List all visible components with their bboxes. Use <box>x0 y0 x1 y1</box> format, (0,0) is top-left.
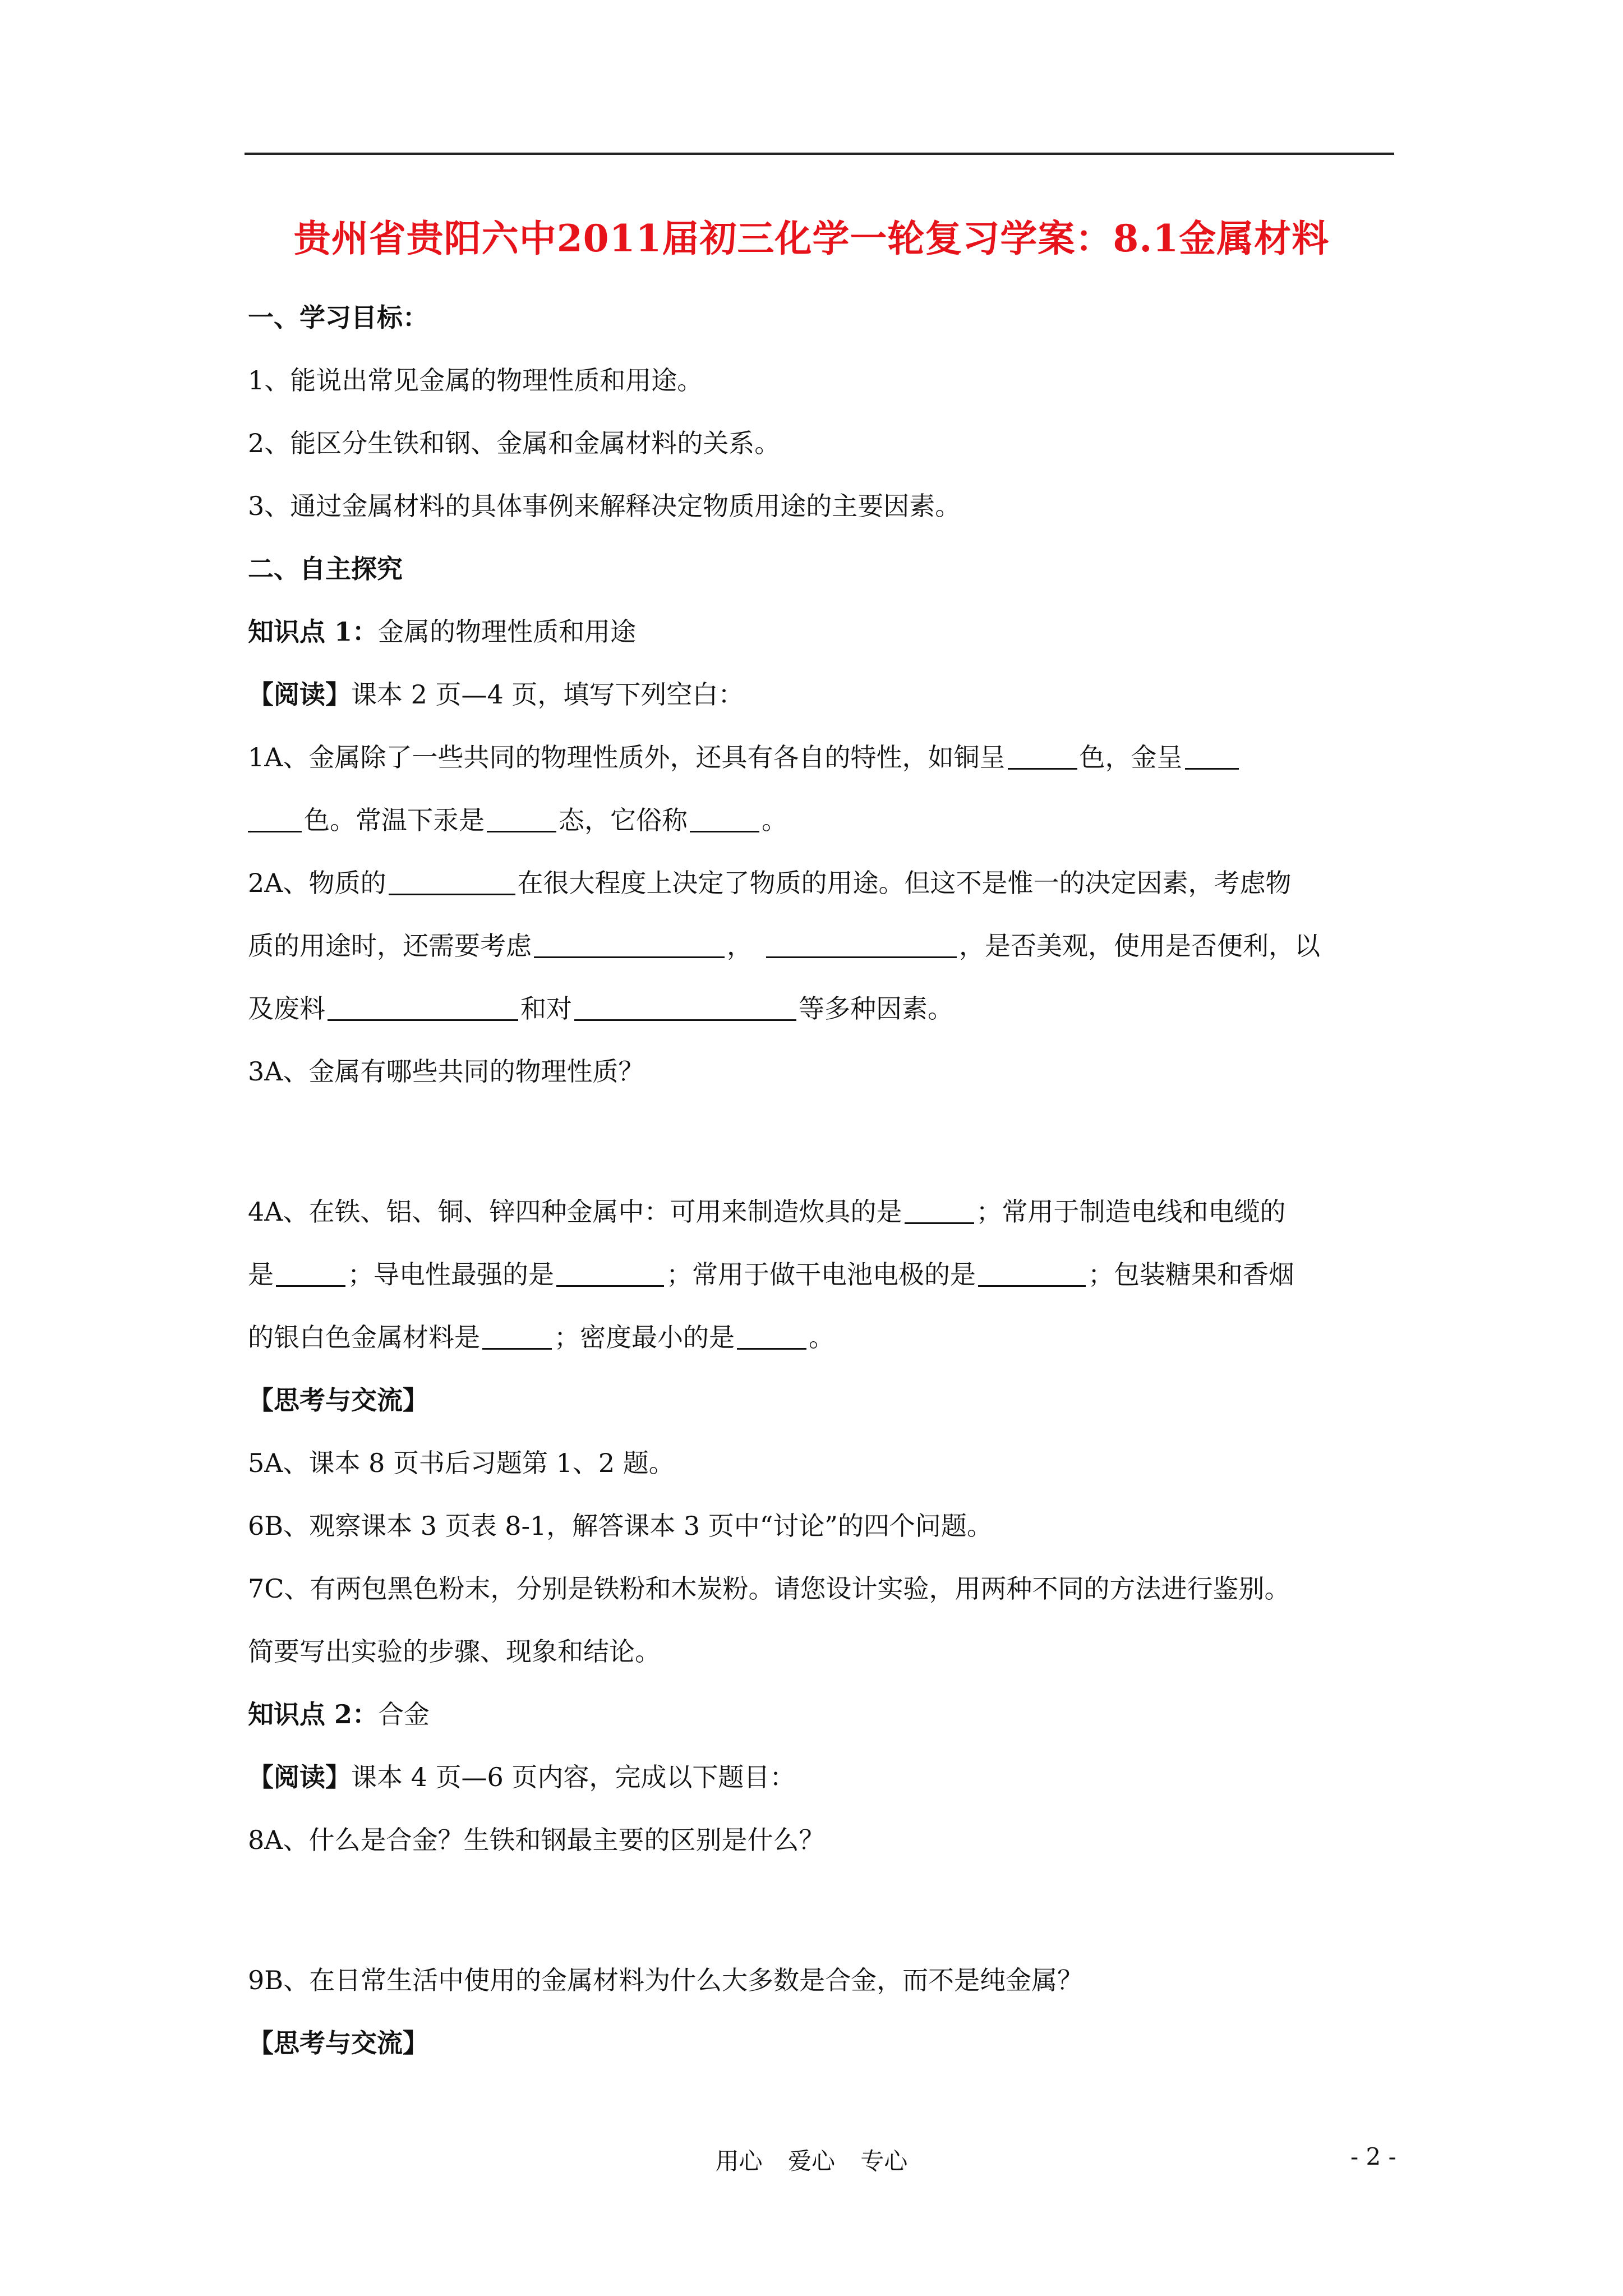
question-text: 在很大程度上决定了物质的用途。但这不是惟一的决定因素，考虑物 <box>517 868 1292 898</box>
reading-text: 课本 2 页—4 页，填写下列空白： <box>351 679 744 710</box>
knowledge-point-text: 金属的物理性质和用途 <box>378 616 637 647</box>
question-text: 是 <box>248 1259 274 1290</box>
header-rule <box>245 153 1394 155</box>
question-2a-line2 <box>248 929 1320 963</box>
question-4a-line2 <box>248 1258 1294 1291</box>
section-heading-objectives: 一、学习目标： <box>248 302 428 333</box>
question-1a-line1 <box>248 740 1241 774</box>
knowledge-point-2 <box>248 1697 430 1731</box>
section-heading-explore: 二、自主探究 <box>248 554 403 584</box>
question-2a-line3 <box>248 992 953 1025</box>
knowledge-point-1 <box>248 615 636 648</box>
answer-blank[interactable] <box>690 805 759 832</box>
page-footer: 用心 爱心 专心 <box>715 2147 908 2175</box>
answer-blank[interactable] <box>574 993 796 1021</box>
question-text: 4A、在铁、铝、铜、锌四种金属中：可用来制造炊具的是 <box>248 1197 902 1227</box>
question-text: ；包装糖果和香烟 <box>1088 1259 1294 1290</box>
question-text: ；密度最小的是 <box>554 1322 735 1352</box>
question-4a-line3 <box>248 1320 834 1354</box>
knowledge-point-text: 合金 <box>378 1699 430 1729</box>
question-5a: 5A、课本 8 页书后习题第 1、2 题。 <box>248 1448 675 1478</box>
question-text: ；常用于做干电池电极的是 <box>666 1259 976 1290</box>
question-6b: 6B、观察课本 3 页表 8-1，解答课本 3 页中“讨论”的四个问题。 <box>248 1511 993 1541</box>
question-text: 。 <box>809 1322 834 1352</box>
question-text: ，是否美观，使用是否便利，以 <box>959 931 1320 961</box>
think-exchange-heading-1: 【思考与交流】 <box>248 1385 428 1415</box>
question-2a-line1 <box>248 866 1292 900</box>
reading-text: 课本 4 页—6 页内容，完成以下题目： <box>351 1762 796 1792</box>
question-text: 及废料 <box>248 993 325 1024</box>
question-text: 色，金呈 <box>1079 742 1183 772</box>
question-3a: 3A、金属有哪些共同的物理性质？ <box>248 1056 644 1087</box>
answer-blank[interactable] <box>556 1259 664 1287</box>
document-title: 贵州省贵阳六中2011届初三化学一轮复习学案：8.1金属材料 <box>293 217 1330 260</box>
objective-1: 1、能说出常见金属的物理性质和用途。 <box>248 365 703 395</box>
answer-blank[interactable] <box>248 805 302 832</box>
answer-blank[interactable] <box>905 1197 974 1224</box>
question-4a-line1 <box>248 1195 1286 1228</box>
question-text: 2A、物质的 <box>248 868 386 898</box>
question-text: 态，它俗称 <box>559 805 688 835</box>
reading-tag: 【阅读】 <box>248 1762 351 1792</box>
answer-blank[interactable] <box>737 1322 806 1350</box>
reading-instruction-1 <box>248 678 744 711</box>
answer-blank[interactable] <box>389 868 515 895</box>
answer-blank[interactable] <box>1008 742 1077 770</box>
answer-blank[interactable] <box>276 1259 345 1287</box>
question-1a-line2 <box>248 803 787 837</box>
answer-blank[interactable] <box>1185 742 1239 770</box>
answer-blank[interactable] <box>482 1322 552 1350</box>
answer-blank[interactable] <box>487 805 556 832</box>
question-text: 等多种因素。 <box>799 993 953 1024</box>
answer-blank[interactable] <box>328 993 518 1021</box>
objective-3: 3、通过金属材料的具体事例来解释决定物质用途的主要因素。 <box>248 491 961 521</box>
page-number: - 2 - <box>1350 2143 1396 2170</box>
question-text: ， <box>727 931 753 961</box>
question-text: 质的用途时，还需要考虑 <box>248 931 532 961</box>
question-text: ；导电性最强的是 <box>348 1259 554 1290</box>
question-text: 1A、金属除了一些共同的物理性质外，还具有各自的特性，如铜呈 <box>248 742 1006 772</box>
question-text: 色。常温下汞是 <box>304 805 485 835</box>
question-text: ；常用于制造电线和电缆的 <box>976 1197 1286 1227</box>
question-8a: 8A、什么是合金？生铁和钢最主要的区别是什么？ <box>248 1825 825 1855</box>
question-7c-line2: 简要写出实验的步骤、现象和结论。 <box>248 1636 661 1667</box>
reading-tag: 【阅读】 <box>248 679 351 710</box>
answer-blank[interactable] <box>766 931 957 958</box>
knowledge-point-label: 知识点 2： <box>248 1699 379 1729</box>
question-text: 。 <box>762 805 787 835</box>
question-text: 的银白色金属材料是 <box>248 1322 480 1352</box>
knowledge-point-label: 知识点 1： <box>248 616 379 647</box>
think-exchange-heading-2: 【思考与交流】 <box>248 2028 428 2058</box>
objective-2: 2、能区分生铁和钢、金属和金属材料的关系。 <box>248 428 781 458</box>
reading-instruction-2 <box>248 1760 795 1794</box>
question-7c-line1: 7C、有两包黑色粉末，分别是铁粉和木炭粉。请您设计实验，用两种不同的方法进行鉴别。 <box>248 1573 1290 1604</box>
question-text: 和对 <box>520 993 572 1024</box>
question-9b: 9B、在日常生活中使用的金属材料为什么大多数是合金，而不是纯金属？ <box>248 1965 1083 1995</box>
answer-blank[interactable] <box>534 931 725 958</box>
answer-blank[interactable] <box>978 1259 1086 1287</box>
